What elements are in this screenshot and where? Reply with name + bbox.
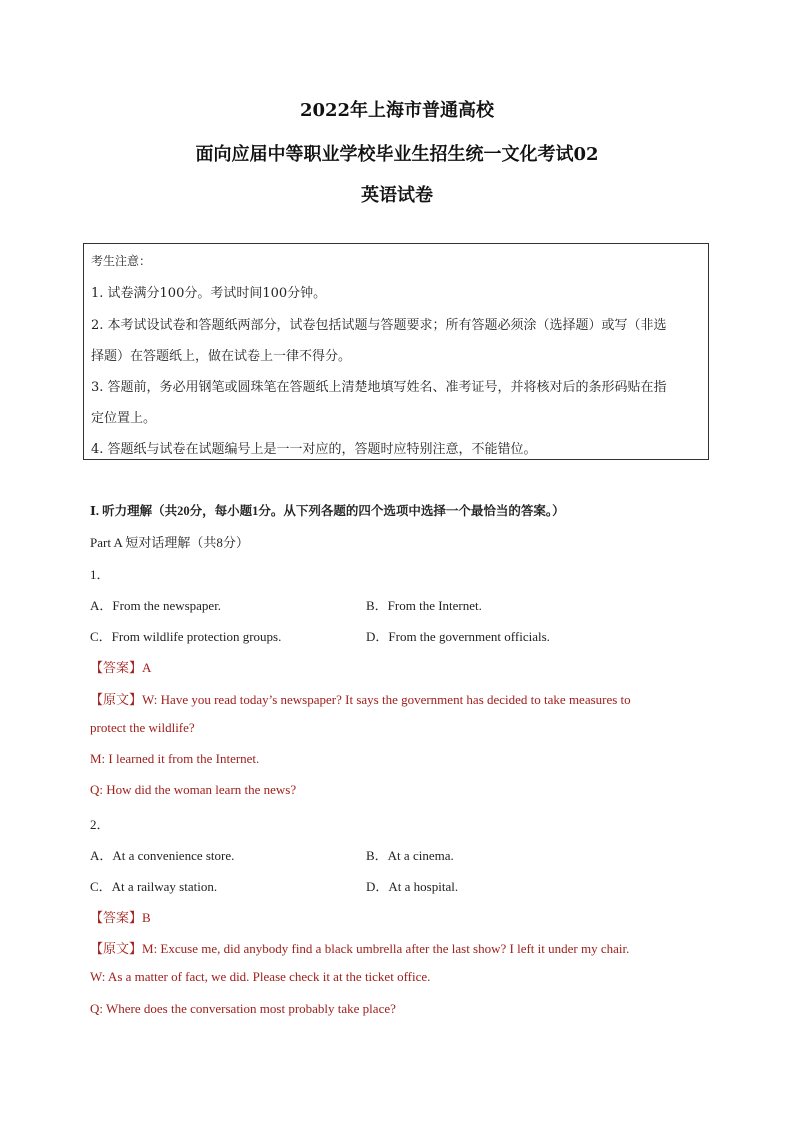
- transcript-line: protect the wildlife?: [90, 720, 195, 735]
- answer-label: 【答案】A: [90, 660, 152, 675]
- transcript-label: 【原文】: [90, 941, 143, 956]
- transcript-line: W: As a matter of fact, we did. Please check it at the ticket office.: [90, 969, 431, 984]
- transcript-line: Q: How did the woman learn the news?: [90, 782, 297, 797]
- exam-title-line2: 面向应届中等职业学校毕业生招生统一文化考试02: [195, 144, 599, 165]
- option-d: D．At a hospital.: [366, 879, 459, 894]
- option-a: A．At a convenience store.: [90, 848, 235, 863]
- part-a-heading: Part A 短对话理解（共8分）: [90, 535, 249, 550]
- option-c: C．At a railway station.: [90, 879, 218, 894]
- notice-line: 择题）在答题纸上，做在试卷上一律不得分。: [91, 349, 352, 364]
- transcript-label: 【原文】: [90, 692, 143, 707]
- transcript-line: [90, 689, 631, 708]
- notice-heading: 考生注意：: [91, 254, 152, 268]
- question-number: 1．: [90, 567, 110, 582]
- notice-line: 3. 答题前，务必用钢笔或圆珠笔在答题纸上清楚地填写姓名、准考证号，并将核对后的条形码贴在指: [91, 380, 667, 395]
- section-heading: Ⅰ. 听力理解（共20分，每小题1分。从下列各题的四个选项中选择一个最恰当的答案。）: [90, 504, 565, 518]
- notice-line: 4. 答题纸与试卷在试题编号上是一一对应的，答题时应特别注意，不能错位。: [91, 442, 537, 457]
- exam-title-line1: 2022年上海市普通高校: [299, 100, 495, 121]
- answer-label: 【答案】B: [90, 910, 151, 925]
- candidate-notice-box: [83, 243, 709, 460]
- option-b: B．At a cinema.: [366, 848, 454, 863]
- transcript-text: W: Have you read today’s newspaper? It says the government has decided to take measures to: [142, 692, 631, 707]
- option-c: C．From wildlife protection groups.: [90, 629, 282, 644]
- transcript-line: Q: Where does the conversation most probably take place?: [90, 1001, 396, 1016]
- option-b: B．From the Internet.: [366, 598, 482, 613]
- transcript-text: M: Excuse me, did anybody find a black umbrella after the last show? I left it under my chair.: [142, 941, 630, 956]
- notice-line: 定位置上。: [91, 411, 157, 426]
- notice-line: 2. 本考试设试卷和答题纸两部分，试卷包括试题与答题要求；所有答题必须涂（选择题）或写（非选: [91, 318, 667, 333]
- option-d: D．From the government officials.: [366, 629, 550, 644]
- transcript-line: M: I learned it from the Internet.: [90, 751, 260, 766]
- notice-line: 1. 试卷满分100分。考试时间100分钟。: [91, 286, 327, 301]
- transcript-line: [90, 938, 629, 957]
- exam-title-line3: 英语试卷: [361, 185, 433, 206]
- question-number: 2．: [90, 817, 110, 832]
- option-a: A．From the newspaper.: [90, 598, 222, 613]
